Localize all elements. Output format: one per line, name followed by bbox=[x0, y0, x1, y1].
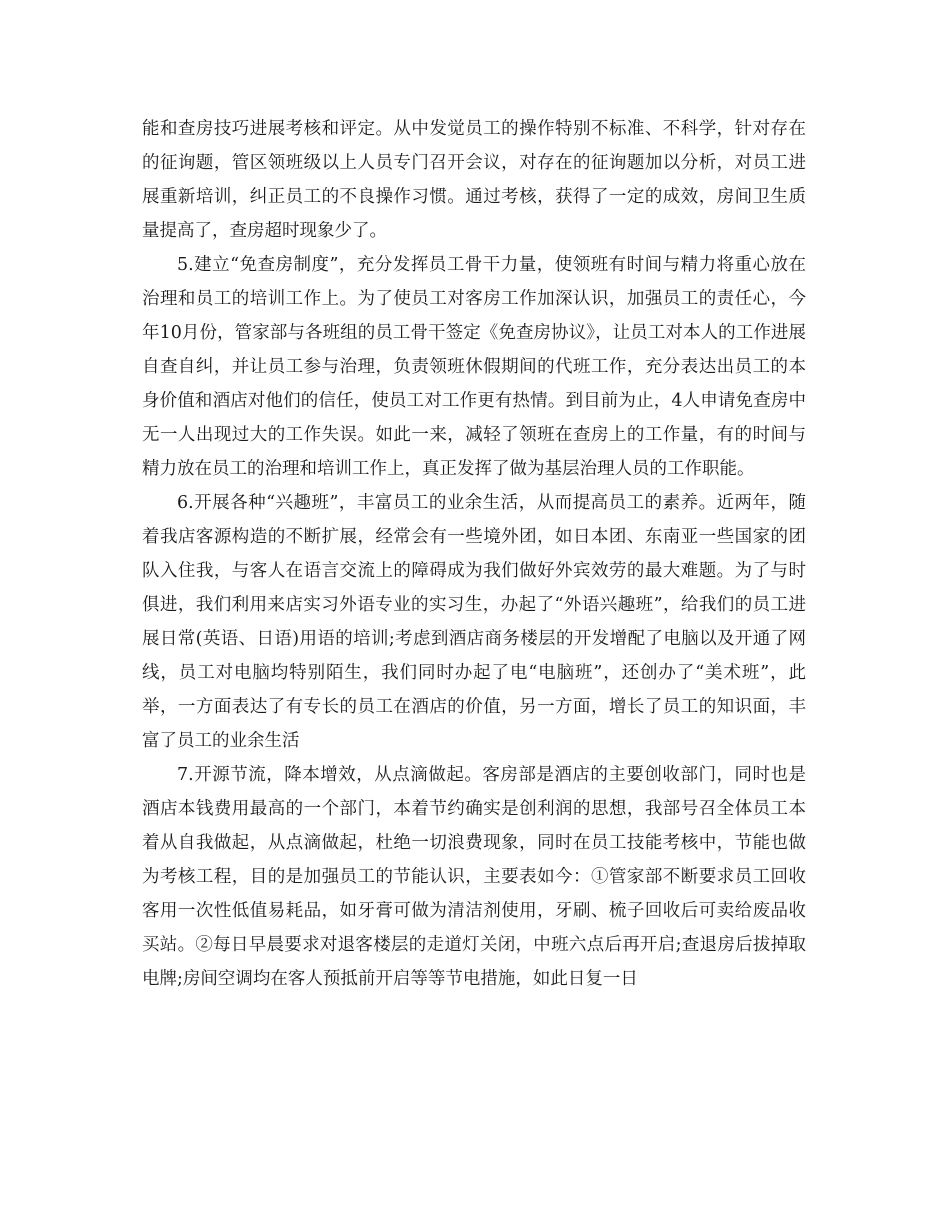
paragraph-item-5: 5.建立“免查房制度”，充分发挥员工骨干力量，使领班有时间与精力将重心放在治理和员工的培训工作上。为了使员工对客房工作加深认识，加强员工的责任心，今年10月份，管家部与各班组的员工骨干签定《免查房协议》，让员工对本人的工作进展自查自纠，并让员工参与治理，负责领班休假期间的代班工作，充分表达出员工的本身价值和酒店对他们的信任，使员工对工作更有热情。到目前为止，4人申请免查房中无一人出现过大的工作失误。如此一来，减轻了领班在查房上的工作量，有的时间与精力放在员工的治理和培训工作上，真正发挥了做为基层治理人员的工作职能。 bbox=[142, 255, 806, 479]
paragraph-item-7: 7.开源节流，降本增效，从点滴做起。客房部是酒店的主要创收部门，同时也是酒店本钱费用最高的一个部门，本着节约确实是创利润的思想，我部号召全体员工本着从自我做起，从点滴做起，杜绝一切浪费现象，同时在员工技能考核中，节能也做为考核工程，目的是加强员工的节能认识，主要表如今：①管家部不断要求员工回收客用一次性低值易耗品，如牙膏可做为清洁剂使用，牙刷、梳子回收后可卖给废品收买站。②每日早晨要求对退客楼层的走道灯关闭，中班六点后再开启;查退房后拔掉取电牌;房间空调均在客人预抵前开启等等节电措施，如此日复一日 bbox=[142, 765, 806, 989]
paragraph-continuation: 能和查房技巧进展考核和评定。从中发觉员工的操作特别不标准、不科学，针对存在的征询题，管区领班级以上人员专门召开会议，对存在的征询题加以分析，对员工进展重新培训，纠正员工的不良操作习惯。通过考核，获得了一定的成效，房间卫生质量提高了，查房超时现象少了。 bbox=[142, 119, 806, 241]
paragraph-item-6: 6.开展各种“兴趣班”，丰富员工的业余生活，从而提高员工的素养。近两年，随着我店客源构造的不断扩展，经常会有一些境外团，如日本团、东南亚一些国家的团队入住我，与客人在语言交流上的障碍成为我们做好外宾效劳的最大难题。为了与时俱进，我们利用来店实习外语专业的实习生，办起了“外语兴趣班”，给我们的员工进展日常(英语、日语)用语的培训;考虑到酒店商务楼层的开发增配了电脑以及开通了网线，员工对电脑均特别陌生，我们同时办起了电“电脑班”，还创办了“美术班”，此举，一方面表达了有专长的员工在酒店的价值，另一方面，增长了员工的知识面，丰富了员工的业余生活 bbox=[142, 493, 806, 751]
document-body bbox=[142, 112, 806, 996]
